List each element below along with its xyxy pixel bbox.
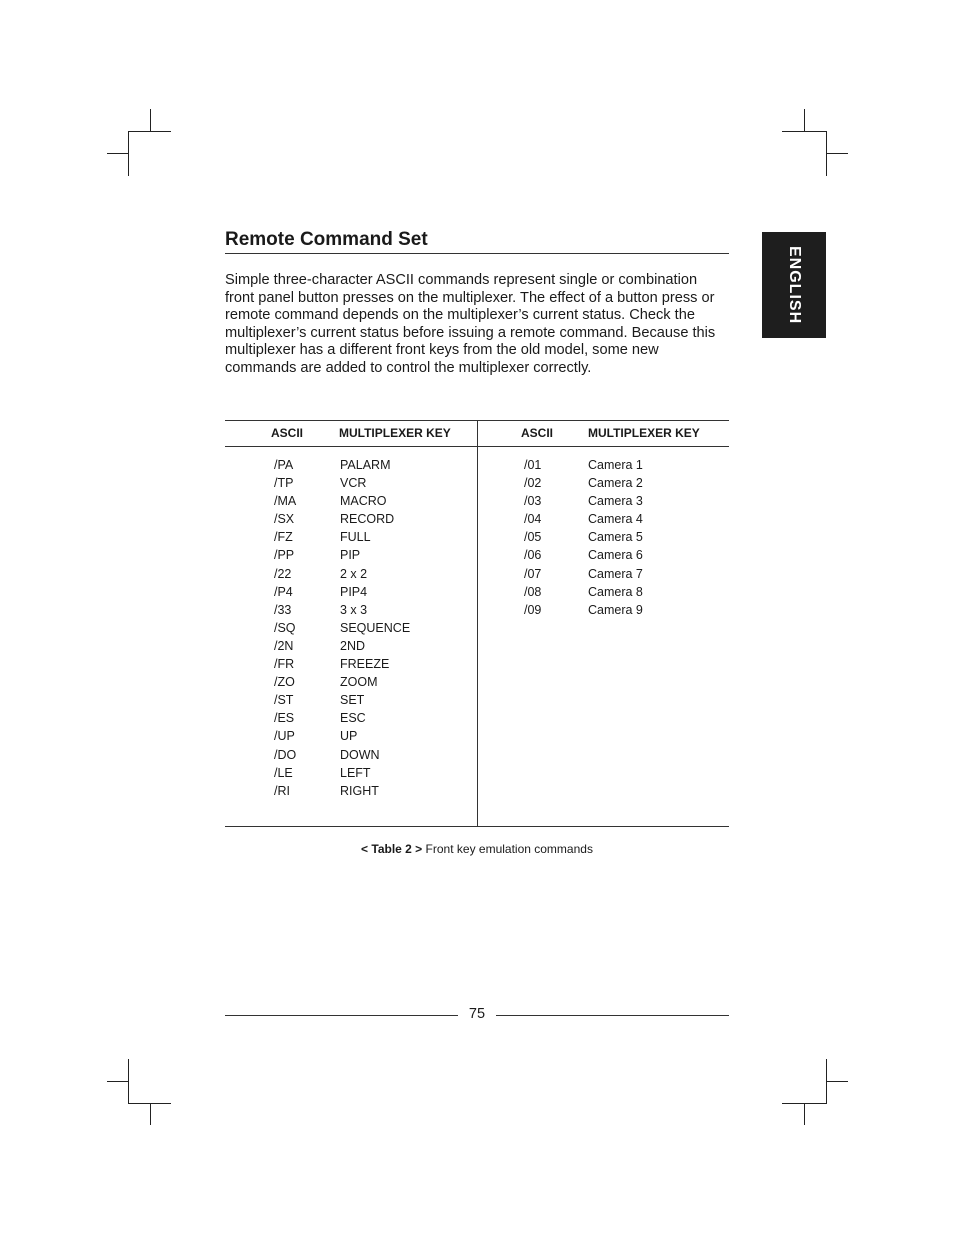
footer-rule-right — [496, 1015, 729, 1016]
table-column-divider — [477, 420, 478, 826]
ascii-code: /02 — [524, 476, 542, 491]
ascii-code: /RI — [274, 783, 290, 798]
multiplexer-key: Camera 3 — [588, 494, 643, 509]
multiplexer-key: LEFT — [340, 765, 371, 780]
multiplexer-key: 2ND — [340, 638, 366, 653]
multiplexer-key: FREEZE — [340, 657, 390, 672]
page-number: 75 — [468, 1006, 486, 1022]
table-header-ascii: ASCII — [271, 426, 304, 440]
ascii-code: /07 — [524, 566, 542, 581]
ascii-code: /04 — [524, 512, 542, 527]
ascii-code: /UP — [274, 729, 295, 744]
ascii-code: /PA — [274, 458, 294, 472]
multiplexer-key: PALARM — [340, 458, 391, 472]
multiplexer-key: Camera 8 — [588, 584, 643, 599]
multiplexer-key: SEQUENCE — [340, 620, 411, 635]
left-ascii-column — [274, 456, 296, 800]
intro-paragraph: Simple three-character ASCII commands represent single or combination front panel button presses on the multiplexer. The effect of a button press or remote command depends on the multiplexer’s current status. Check the multiplexer’s current status before issuing a remote command. Because this multiplexer has a different front keys from the old model, some new commands are added to control the multiplexer correctly. — [225, 272, 716, 376]
multiplexer-key: 3 x 3 — [340, 602, 368, 617]
footer-rule-left — [225, 1015, 458, 1016]
multiplexer-key: Camera 7 — [588, 566, 643, 581]
ascii-code: /22 — [274, 566, 292, 581]
multiplexer-key: Camera 9 — [588, 602, 643, 617]
multiplexer-key: Camera 4 — [588, 512, 643, 527]
ascii-code: /ST — [274, 693, 294, 708]
table-header-multiplexer-key: MULTIPLEXER KEY — [588, 426, 700, 440]
ascii-code: /ES — [274, 711, 295, 726]
table-caption-label: < Table 2 > — [361, 842, 423, 856]
ascii-code: /03 — [524, 494, 542, 509]
page-title: Remote Command Set — [225, 229, 428, 250]
multiplexer-key: RECORD — [340, 512, 395, 527]
multiplexer-key: PIP — [340, 548, 361, 563]
multiplexer-key: UP — [340, 729, 358, 744]
right-ascii-column — [524, 456, 541, 619]
table-caption-text: Front key emulation commands — [425, 842, 593, 856]
multiplexer-key: ZOOM — [340, 675, 378, 690]
ascii-code: /PP — [274, 548, 295, 563]
ascii-code: /P4 — [274, 584, 293, 599]
multiplexer-key: FULL — [340, 530, 371, 545]
ascii-code: /01 — [524, 458, 542, 472]
ascii-code: /33 — [274, 602, 292, 617]
ascii-code: /2N — [274, 638, 294, 653]
language-tab-label: ENGLISH — [786, 245, 803, 325]
multiplexer-key: Camera 1 — [588, 458, 643, 472]
ascii-code: /06 — [524, 548, 542, 563]
ascii-code: /DO — [274, 747, 297, 762]
ascii-code: /05 — [524, 530, 542, 545]
left-key-column — [340, 456, 410, 800]
multiplexer-key: 2 x 2 — [340, 566, 368, 581]
ascii-code: /ZO — [274, 675, 295, 690]
ascii-code: /FZ — [274, 530, 293, 545]
ascii-code: /TP — [274, 476, 294, 491]
multiplexer-key: MACRO — [340, 494, 387, 509]
ascii-code: /08 — [524, 584, 542, 599]
ascii-code: /SQ — [274, 620, 296, 635]
title-underline — [225, 253, 729, 254]
multiplexer-key: RIGHT — [340, 783, 379, 798]
multiplexer-key: ESC — [340, 711, 366, 726]
table-header-ascii: ASCII — [521, 426, 554, 440]
table-bottom-rule — [225, 826, 729, 827]
table-caption — [225, 842, 729, 856]
multiplexer-key: Camera 5 — [588, 530, 643, 545]
multiplexer-key: PIP4 — [340, 584, 368, 599]
multiplexer-key: Camera 2 — [588, 476, 643, 491]
multiplexer-key: SET — [340, 693, 365, 708]
multiplexer-key: VCR — [340, 476, 367, 491]
multiplexer-key: DOWN — [340, 747, 380, 762]
ascii-code: /FR — [274, 657, 295, 672]
ascii-code: /MA — [274, 494, 297, 509]
multiplexer-key: Camera 6 — [588, 548, 643, 563]
ascii-code: /SX — [274, 512, 295, 527]
ascii-code: /LE — [274, 765, 293, 780]
table-header-multiplexer-key: MULTIPLEXER KEY — [339, 426, 451, 440]
ascii-code: /09 — [524, 602, 542, 617]
language-tab — [762, 232, 826, 338]
right-key-column — [588, 456, 643, 619]
